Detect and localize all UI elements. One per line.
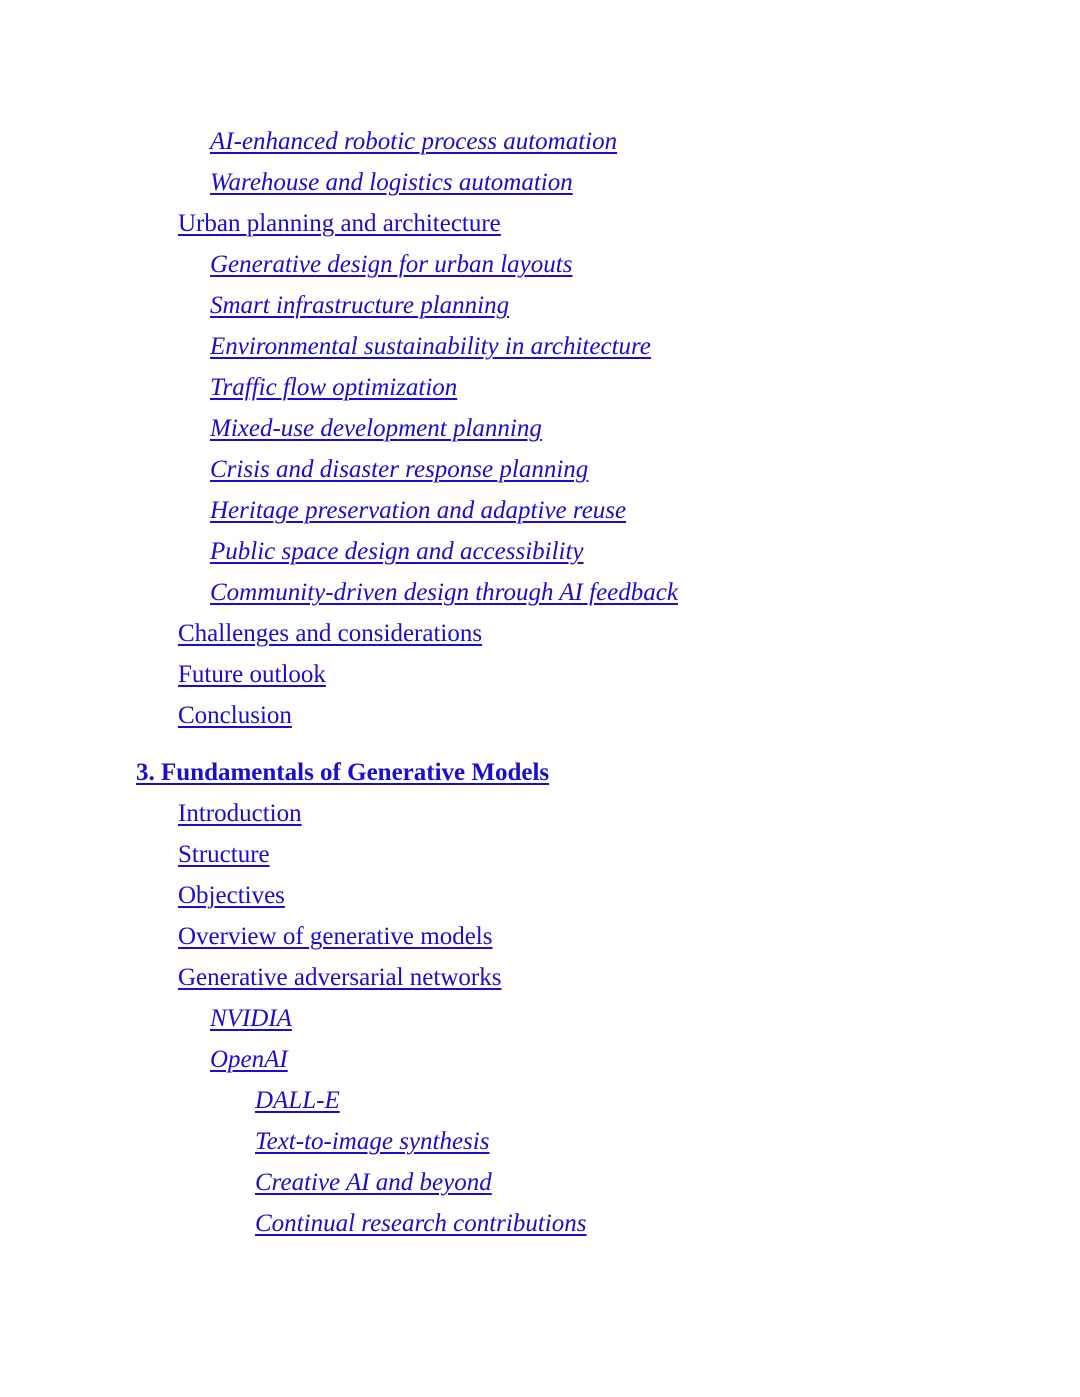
toc-link-objectives[interactable]: Objectives [178,882,285,909]
toc-link-overview-generative[interactable]: Overview of generative models [178,923,493,950]
toc-link-continual-research[interactable]: Continual research contributions [255,1210,587,1237]
toc-link-ai-enhanced-rpa[interactable]: AI-enhanced robotic process automation [210,128,618,155]
toc-link-openai[interactable]: OpenAI [210,1046,288,1073]
toc-link-challenges[interactable]: Challenges and considerations [178,620,483,647]
toc-link-warehouse-logistics[interactable]: Warehouse and logistics automation [210,169,573,196]
toc-link-creative-ai[interactable]: Creative AI and beyond [255,1169,492,1196]
toc-link-generative-design-urban[interactable]: Generative design for urban layouts [210,251,573,278]
toc-link-traffic-flow[interactable]: Traffic flow optimization [210,374,458,401]
toc-link-future-outlook[interactable]: Future outlook [178,661,326,688]
toc-link-conclusion[interactable]: Conclusion [178,702,292,729]
toc-link-gans[interactable]: Generative adversarial networks [178,964,502,991]
toc-chapter-3-link[interactable]: 3. Fundamentals of Generative Models [136,759,550,786]
toc-link-heritage-preservation[interactable]: Heritage preservation and adaptive reuse [210,497,627,524]
toc-link-environmental-sustainability[interactable]: Environmental sustainability in architecture [210,333,651,360]
toc-link-mixed-use[interactable]: Mixed-use development planning [210,415,542,442]
toc-link-structure[interactable]: Structure [178,841,270,868]
toc-link-nvidia[interactable]: NVIDIA [210,1005,292,1032]
toc-link-crisis-disaster[interactable]: Crisis and disaster response planning [210,456,589,483]
toc-link-dall-e[interactable]: DALL-E [255,1087,340,1114]
toc-link-urban-planning[interactable]: Urban planning and architecture [178,210,501,237]
toc-link-smart-infrastructure[interactable]: Smart infrastructure planning [210,292,510,319]
toc-link-public-space[interactable]: Public space design and accessibility [210,538,584,565]
toc-link-introduction[interactable]: Introduction [178,800,302,827]
toc-link-community-driven[interactable]: Community-driven design through AI feedback [210,579,678,606]
toc-link-text-to-image[interactable]: Text-to-image synthesis [255,1128,490,1155]
